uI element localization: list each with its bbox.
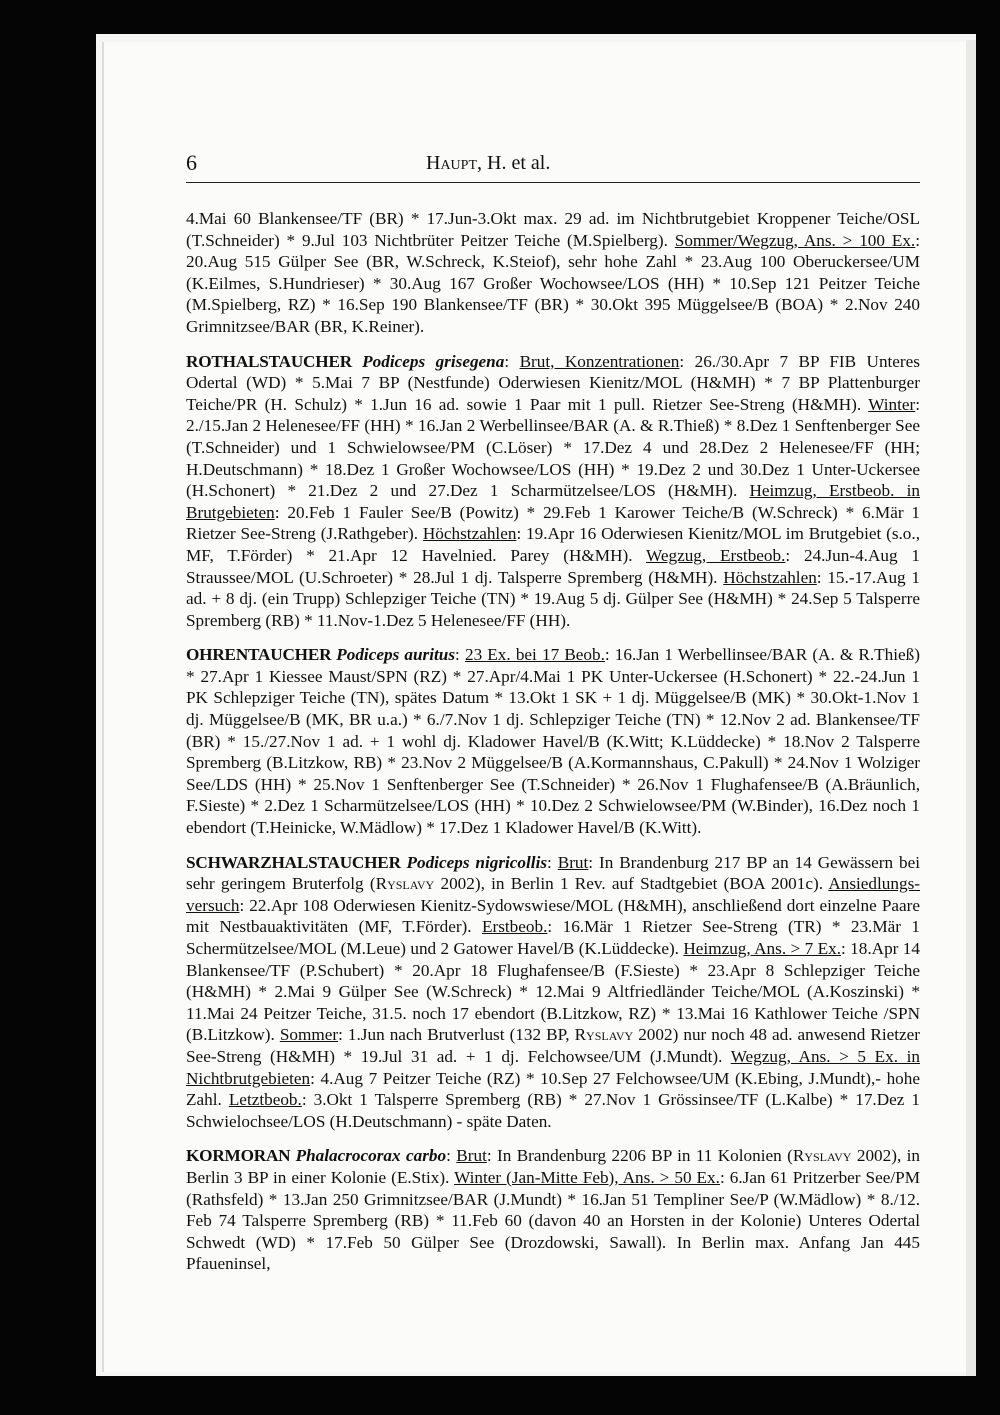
section-heading: Wegzug, Erstbeob. [646,545,786,565]
text-run: : 20.Aug 515 Gülper See (BR, W.Schreck, K.Steiof), sehr hohe Zahl * 23.Aug 100 Oberuckersee/UM (K.Eilmes, S.Hundrieser) * 30.Aug 167 Großer Wochowsee/LOS (HH) * 10.Sep 121 Peitzer Teiche (M.Spielberg, RZ) * 16.Sep 190 Blankensee/TF (BR) * 30.Okt 395 Müggelsee/B (BOA) * 2.Nov 240 Grimnitzsee/BAR (BR, K.Reiner). [186,230,920,336]
section-heading: Heimzug, Ans. > 7 Ex. [683,939,841,958]
scientific-name: Podiceps auritus [336,645,456,665]
section-heading: Erstbeob. [482,917,548,937]
paragraph-kormoran [186,1145,920,1275]
section-heading: Sommer/Wegzug, Ans. > 100 Ex. [674,230,916,250]
section-heading: Brut [557,852,589,872]
author-rest: , H. et al. [477,152,551,174]
author-surname: Haupt [426,152,478,174]
section-heading: 23 Ex. bei 17 Beob. [464,645,605,665]
section-heading: Winter [868,394,916,414]
running-head-author [426,152,550,175]
text-run: : [455,645,465,665]
paragraph-rothalstaucher [186,351,920,632]
paragraph-intro [186,208,920,338]
text-run: : 19.Apr 16 Oderwiesen Kienitz/MOL im Brutgebiet (s.o., MF, T.Förder) * 21.Apr 12 Havelnied. Parey (H&MH). [186,524,920,565]
section-heading: Höchstzahlen [723,567,817,587]
text-run: : 20.Feb 1 Fauler See/B (Powitz) * 29.Feb 1 Karower Teiche/B (W.Schreck) * 6.Mär 1 Rietzer See-Streng (J.Rathgeber). [186,502,920,544]
section-heading: Brut, Konzentrationen [519,351,680,371]
text-run: : 24.Jun-4.Aug 1 Straussee/MOL (U.Schroeter) * 28.Jul 1 dj. Talsperre Spremberg (H&MH). [186,545,920,587]
text-run: : 26./30.Apr 7 BP FIB Unteres Odertal (WD) * 5.Mai 7 BP (Nestfunde) Oderwiesen Kienitz/MOL (H&MH) * 7 BP Plattenburger Teiche/PR (H. Schulz) * 1.Jun 16 ad. sowie 1 Paar mit 1 pull. Rietzer See-Streng (H&MH). [186,351,920,414]
text-run: : In Brandenburg 2206 BP in 11 Kolonien ( [486,1146,793,1166]
text-run: : 2./15.Jan 2 Helenesee/FF (HH) * 16.Jan 2 Werbellinsee/BAR (A. & R.Thieß) * 8.Dez 1 Senftenberger See (T.Schneider) und 1 Schwielowsee/PM (C.Löser) * 17.Dez 4 und 28.Dez 2 Helenesee/FF (HH; H.Deutschmann) * 18.Dez 1 Großer Wochowsee/LOS (HH) * 19.Dez 2 und 30.Dez 1 Unter-Uckersee (H.Schonert) * 21.Dez 2 und 27.Dez 1 Scharmützelsee/LOS (H&MH). [186,394,920,501]
section-heading: Heimzug, Erstbeob. in Brutgebieten [186,481,920,522]
author-citation: Ryslavy [375,874,435,894]
species-name: OHRENTAUCHER [186,645,337,665]
text-run: 2002) nur noch 48 ad. anwesend Rietzer See-Streng (H&MH) * 19.Jul 31 ad. + 1 dj. Felchowsee/UM (J.Mundt). [186,1025,920,1066]
species-name: ROTHALSTAUCHER [186,351,363,371]
text-run: : [547,852,558,872]
author-citation: Ryslavy [574,1025,634,1045]
section-heading: Sommer [279,1025,339,1045]
text-run: : 16.Mär 1 Rietzer See-Streng (TR) * 23.Mär 1 Schermützelsee/MOL (M.Leue) und 2 Gatower Havel/B (K.Lüddecke). [186,917,920,958]
page-number: 6 [186,150,197,175]
author-citation: Ryslavy [792,1146,852,1166]
text-run: : 3.Okt 1 Talsperre Spremberg (RB) * 27.Nov 1 Grössinsee/TF (L.Kalbe) * 17.Dez 1 Schwielochsee/LOS (H.Deutschmann) - späte Daten. [186,1090,921,1131]
scientific-name: Phalacrocorax carbo [295,1146,447,1166]
section-heading: Brut [456,1146,487,1166]
text-run: : [446,1146,457,1166]
text-run: : 1.Jun nach Brutverlust (132 BP, [338,1025,575,1045]
text-run: : In Brandenburg 217 BP an 14 Gewässern bei sehr geringem Bruterfolg ( [186,852,921,894]
text-run: : 15.-17.Aug 1 ad. + 8 dj. (ein Trupp) Schlepziger Teiche (TN) * 19.Aug 5 dj. Gülper See (H&MH) * 24.Sep 5 Talsperre Spremberg (RB) * 11.Nov-1.Dez 5 Helenesee/FF (HH). [186,567,920,630]
paragraph-schwarzhalstaucher [186,852,920,1133]
species-name: SCHWARZHALSTAUCHER [186,852,407,872]
text-run: : 6.Jan 61 Pritzerber See/PM (Rathsfeld) * 13.Jan 250 Grimnitzsee/BAR (J.Mundt) * 16.Jan 51 Templiner See/P (W.Mädlow) * 8./12. Feb 74 Talsperre Spremberg (RB) * 11.Feb 60 (davon 40 an Horsten in der Kolonie) Unteres Odertal Schwedt (WD) * 17.Feb 50 Gülper See (Drozdowski, Sawall). In Berlin max. Anfang Jan 445 Pfaueninsel, [186,1167,920,1274]
section-heading: Wegzug, Ans. > 5 Ex. in Nichtbrutgebieten [186,1046,920,1088]
text-run: : [504,351,520,371]
section-heading: Ansiedlungsversuch [186,874,920,915]
text-run: : 18.Apr 14 Blankensee/TF (P.Schubert) * 20.Apr 18 Flughafensee/B (F.Sieste) * 23.Apr 8 Schlepziger Teiche (H&MH) * 2.Mai 9 Gülper See (W.Schreck) * 12.Mai 9 Altfriedländer Teiche/MOL (A.Koszinski) * 11.Mai 24 Peitzer Teiche, 31.5. noch 17 ebendort (B.Litzkow, RZ) * 13.Mai 16 Kathlower Teiche /SPN (B.Litzkow). [186,939,920,1045]
paragraph-ohrentaucher [186,644,920,838]
text-run: 2002), in Berlin 3 BP in einer Kolonie (E.Stix). [186,1146,920,1187]
scientific-name: Podiceps grisegena [362,351,505,371]
running-header [186,150,920,183]
scientific-name: Podiceps nigricollis [406,852,548,872]
species-name: KORMORAN [186,1146,296,1166]
section-heading: Letztbeob. [228,1090,302,1110]
body-text [186,208,920,1288]
section-heading: Winter (Jan-Mitte Feb), Ans. > 50 Ex. [454,1167,720,1187]
section-heading: Höchstzahlen [422,524,517,544]
page-edge [966,40,976,1376]
text-run: : 4.Aug 7 Peitzer Teiche (RZ) * 10.Sep 27 Felchowsee/UM (K.Ebing, J.Mundt),- hohe Zahl. [186,1068,920,1110]
text-run: : 16.Jan 1 Werbellinsee/BAR (A. & R.Thieß) * 27.Apr 1 Kiessee Maust/SPN (RZ) * 27.Apr/4.Mai 1 PK Unter-Uckersee (H.Schonert) * 22.-24.Jun 1 PK Schlepziger Teiche (TN), spätes Datum * 13.Okt 1 SK + 1 dj. Müggelsee/B (MK) * 30.Okt-1.Nov 1 dj. Müggelsee/B (MK, BR u.a.) * 6./7.Nov 1 dj. Schlepziger Teiche (TN) * 12.Nov 2 ad. Blankensee/TF (BR) * 15./27.Nov 1 ad. + 1 wohl dj. Kladower Havel/B (K.Witt; K.Lüddecke) * 18.Nov 2 Talsperre Spremberg (B.Litzkow, RB) * 23.Nov 2 Müggelsee/B (A.Kormannshaus, C.Pakull) * 24.Nov 1 Wolziger See/LDS (HH) * 25.Nov 1 Senftenberger See (T.Schneider) * 26.Nov 1 Flughafensee/B (A.Bräunlich, F.Sieste) * 2.Dez 1 Scharmützelsee/LOS (HH) * 10.Dez 2 Schwielowsee/PM (W.Binder), 16.Dez noch 1 ebendort (T.Heinicke, W.Mädlow) * 17.Dez 1 Kladower Havel/B (K.Witt). [186,645,920,838]
text-run: : 22.Apr 108 Oderwiesen Kienitz-Sydowswiese/MOL (H&MH), anschließend dort einzelne Paare mit Nestbauaktivitäten (MF, T.Förder). [186,895,920,937]
text-run: 2002), in Berlin 1 Rev. auf Stadtgebiet (BOA 2001c). [434,874,829,894]
text-run: 4.Mai 60 Blankensee/TF (BR) * 17.Jun-3.Okt max. 29 ad. im Nichtbrutgebiet Kroppener Teiche/OSL (T.Schneider) * 9.Jul 103 Nichtbrüter Peitzer Teiche (M.Spielberg). [186,209,920,250]
